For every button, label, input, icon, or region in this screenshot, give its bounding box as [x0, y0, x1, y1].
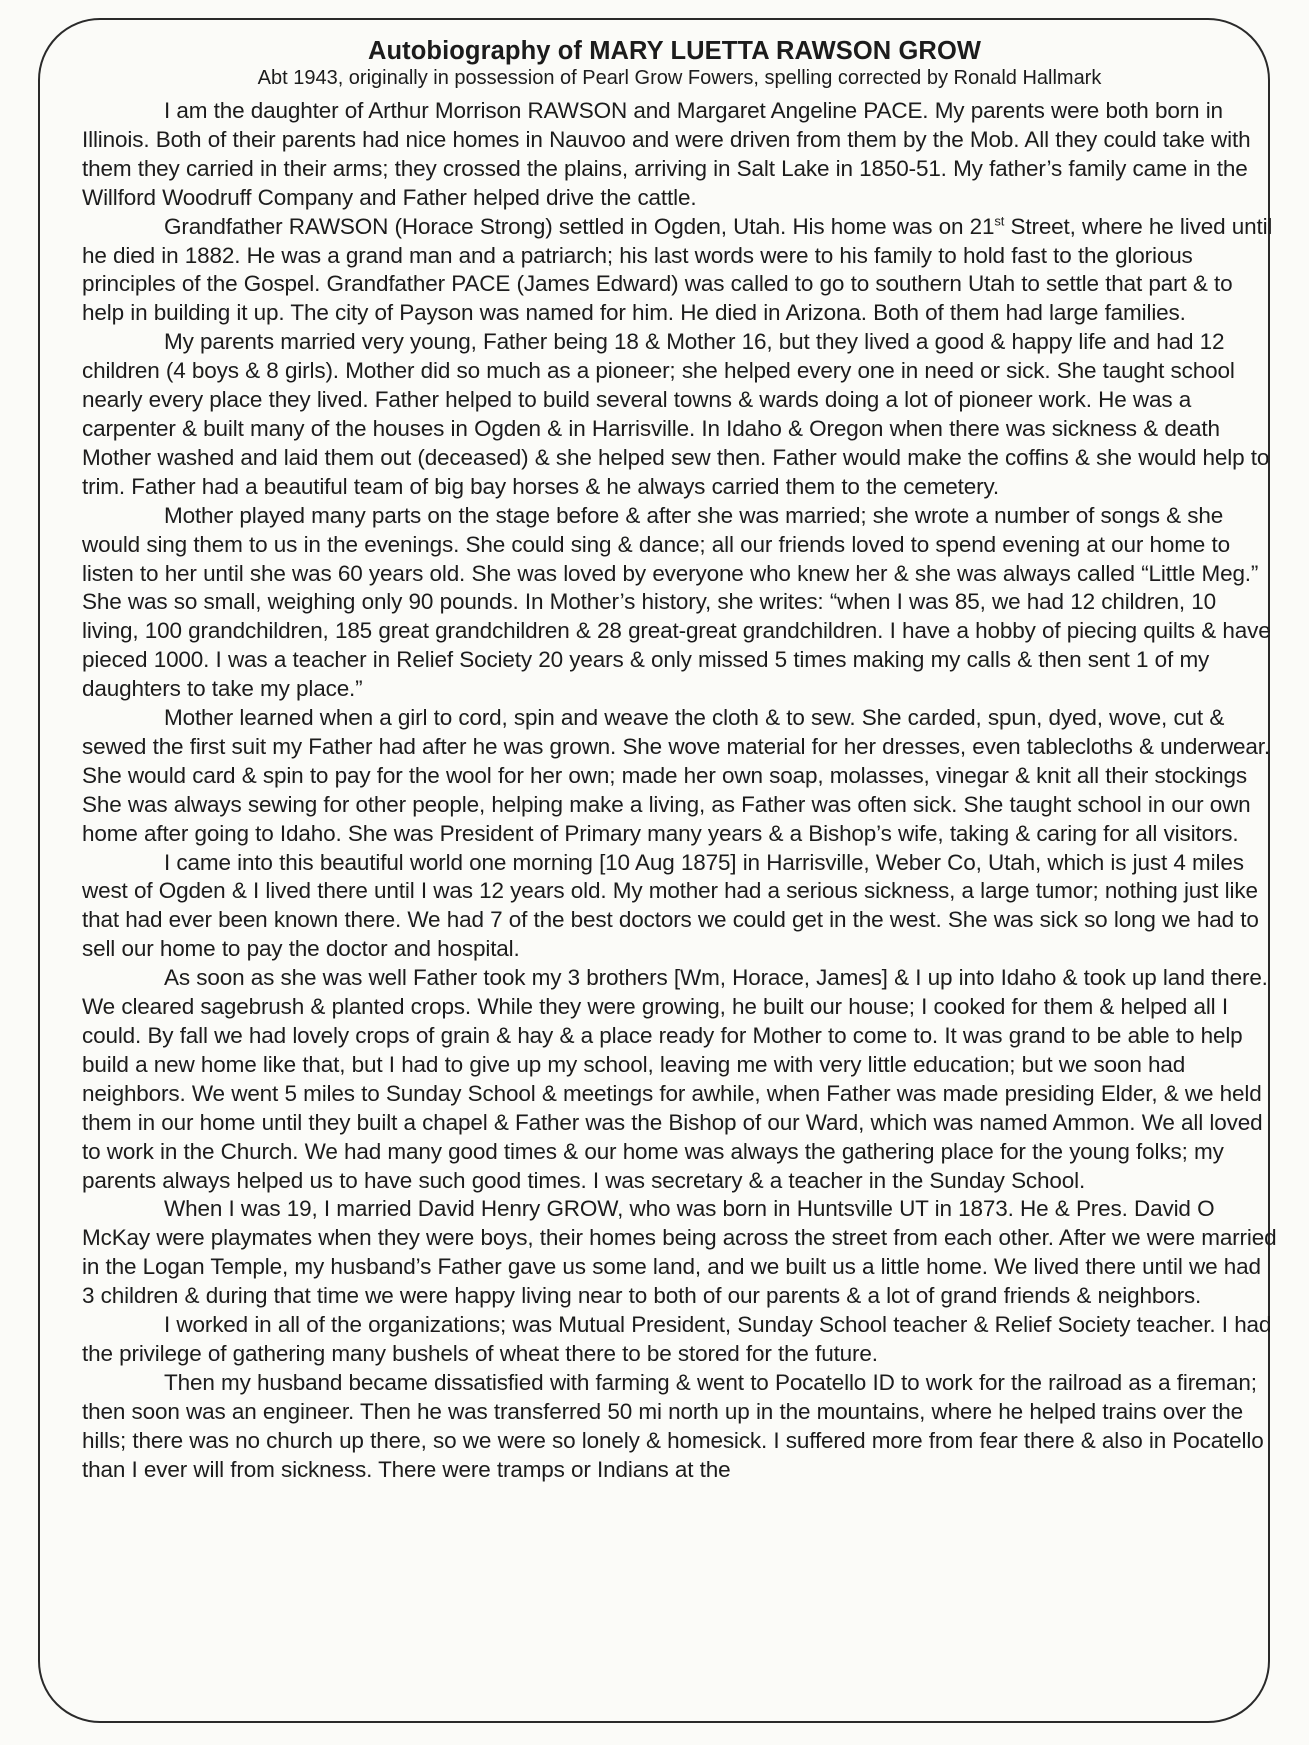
paragraph-1: I am the daughter of Arthur Morrison RAWSON and Margaret Angeline PACE. My parents were both born in Illinois. Both of their parents had nice homes in Nauvoo and were driven from them by the Mob. All they could take with them they carried in their arms; they crossed the plains, arriving in Salt Lake in 1850-51. My father’s family came in the Willford Woodruff Company and Father helped drive the cattle.	[82, 98, 1251, 210]
paragraph-3: My parents married very young, Father being 18 & Mother 16, but they lived a good & happy life and had 12 children (4 boys & 8 girls). Mother did so much as a pioneer; she helped every one in need or sick. She taught school nearly every place they lived. Father helped to build several towns & wards doing a lot of pioneer work. He was a carpenter & built many of the houses in Ogden & in Harrisville. In Idaho & Oregon when there was sickness & death Mother washed and laid them out (deceased) & she helped sew then. Father would make the coffins & she would help to trim. Father had a beautiful team of big bay horses & he always carried them to the cemetery.	[82, 329, 1270, 499]
paragraph-2: Grandfather RAWSON (Horace Strong) settled in Ogden, Utah. His home was on 21st Street, where he lived until he died in 1882. He was a grand man and a patriarch; his last words were to his family to hold fast to the glorious principles of the Gospel. Grandfather PACE (James Edward) was called to go to southern Utah to settle that part & to help in building it up. The city of Payson was named for him. He died in Arizona. Both of them had large families.	[82, 213, 1273, 326]
paragraph-7: As soon as she was well Father took my 3 brothers [Wm, Horace, James] & I up into Idaho & took up land there. We cleared sagebrush & planted crops. While they were growing, he built our house; I cooked for them & helped all I could. By fall we had lovely crops of grain & hay & a place ready for Mother to come to. It was grand to be able to help build a new home like that, but I had to give up my school, leaving me with very little education; but we soon had neighbors. We went 5 miles to Sunday School & meetings for awhile, when Father was made presiding Elder, & we held them in our home until they built a chapel & Father was the Bishop of our Ward, which was named Ammon. We all loved to work in the Church. We had many good times & our home was always the gathering place for the young folks; my parents always helped us to have such good times. I was secretary & a teacher in the Sunday School.	[82, 965, 1268, 1193]
paragraph-10: Then my husband became dissatisfied with farming & went to Pocatello ID to work for the railroad as a fireman; then soon was an engineer. Then he was transferred 50 mi north up in the mountains, where he helped trains over the hills; there was no church up there, so we were so lonely & homesick. I suffered more from fear there & also in Pocatello than I ever will from sickness. There were tramps or Indians at the	[82, 1369, 1264, 1482]
paragraph-5: Mother learned when a girl to cord, spin and weave the cloth & to sew. She carded, spun, dyed, wove, cut & sewed the first suit my Father had after he was grown. She wove material for her dresses, even tablecloths & underwear. She would card & spin to pay for the wool for her own; made her own soap, molasses, vinegar & knit all their stockings She was always sewing for other people, helping make a living, as Father was often sick. She taught school in our own home after going to Idaho. She was President of Primary many years & a Bishop’s wife, taking & caring for all visitors.	[82, 705, 1270, 846]
document-page	[82, 36, 1277, 1485]
paragraph-9: I worked in all of the organizations; was Mutual President, Sunday School teacher & Relief Society teacher. I had the privilege of gathering many bushels of wheat there to be stored for the future.	[82, 1312, 1272, 1366]
paragraph-4: Mother played many parts on the stage before & after she was married; she wrote a number of songs & she would sing them to us in the evenings. She could sing & dance; all our friends loved to spend evening at our home to listen to her until she was 60 years old. She was loved by everyone who knew her & she was always called “Little Meg.” She was so small, weighing only 90 pounds. In Mother’s history, she writes: “when I was 85, we had 12 children, 10 living, 100 grandchildren, 185 great grandchildren & 28 great-great grandchildren. I have a hobby of piecing quilts & have pieced 1000. I was a teacher in Relief Society 20 years & only missed 5 times making my calls & then sent 1 of my daughters to take my place.”	[82, 502, 1271, 702]
document-body	[82, 97, 1277, 1485]
paragraph-6: I came into this beautiful world one morning [10 Aug 1875] in Harrisville, Weber Co, Utah, which is just 4 miles west of Ogden & I lived there until I was 12 years old. My mother had a serious sickness, a large tumor; nothing just like that had ever been known there. We had 7 of the best doctors we could get in the west. She was sick so long we had to sell our home to pay the doctor and hospital.	[82, 849, 1259, 962]
document-subtitle: Abt 1943, originally in possession of Pearl Grow Fowers, spelling corrected by Ronald Hallmark	[257, 67, 1102, 89]
paragraph-8: When I was 19, I married David Henry GROW, who was born in Huntsville UT in 1873. He & Pres. David O McKay were playmates when they were boys, their homes being across the street from each other. After we were married in the Logan Temple, my husband’s Father gave us some land, and we built us a little home. We lived there until we had 3 children & during that time we were happy living near to both of our parents & a lot of grand friends & neighbors.	[82, 1196, 1277, 1309]
document-title: Autobiography of MARY LUETTA RAWSON GROW	[367, 37, 982, 65]
